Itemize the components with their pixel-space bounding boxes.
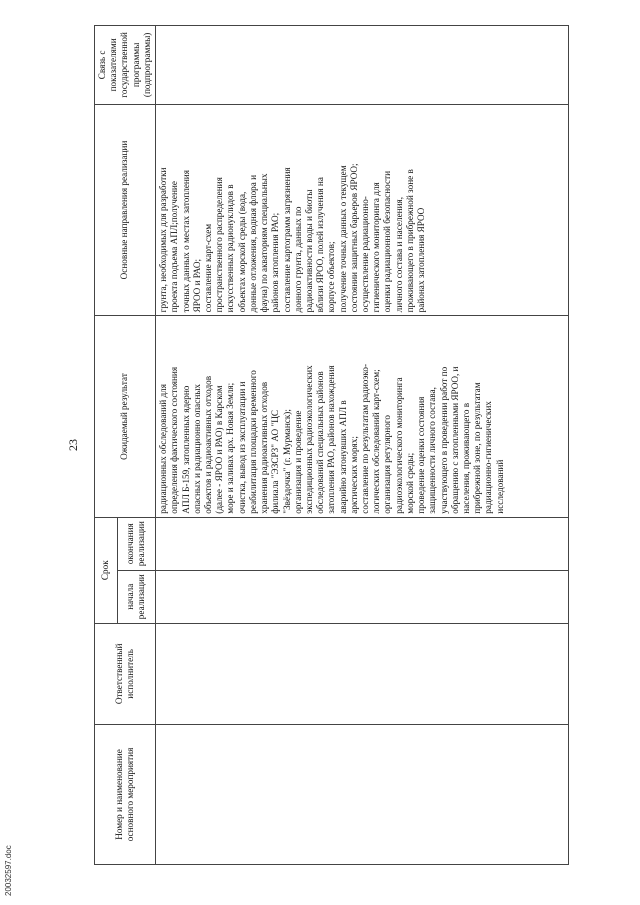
cell-program-link bbox=[156, 26, 569, 105]
cell-executor bbox=[156, 623, 569, 724]
header-measure-name: Номер и наименование основного мероприятия bbox=[95, 724, 156, 864]
cell-main-directions: грунта, необходимых для разработки проекта подъема АПЛ;получение точных данных о местах затопления ЯРОО и РАО; составление карт-схем пространственного распределения искусственных радионуклидов в объектах морской среды (вода, донные отложения, водная флора и фауна) по акваториям специальных районов затопления РАО; составление картограмм загрязнения донного грунта, данных по радиоактивности воды и биоты вблизи ЯРОО, полей излучения на корпусе объектов; получение точных данных о текущем состоянии защитных барьеров ЯРОО; осуществление радиационно- гигиенического мониторинга для оценки радиационной безопасности личного состава и населения, проживающего в прибрежной зоне в районах затопления ЯРОО bbox=[156, 104, 569, 316]
cell-expected-result: радиационных обследований для определения фактического состояния АПЛ Б-159, затопленных ядерно опасных и радиационно опасных объектов и радиоактивных отходов (далее - ЯРОО и РАО) в Карском море и заливах арх. Новая Земля; очистка, вывод из эксплуатации и реабилитация площадки временного хранения радиоактивных отходов филиала "ЭЗСРЗ" АО "ЦС "Звёздочка" (г. Мурманск); организация и проведение экспедиционных радиоэкологических обследований специальных районов затопления РАО, районов нахождения аварийно затонувших АПЛ в арктических морях; составление по результатам радиоэко- логических обследований карт-схем; организация регулярного радиоэкологического мониторинга морской среды; проведение оценки состояния защищенности личного состава, участвующего в проведении работ по обращению с затопленными ЯРОО, и населения, проживающего в прибрежной зоне, по результатам радиационно-гигиенических исследований bbox=[156, 316, 569, 517]
header-term: Срок bbox=[95, 517, 118, 623]
page-number: 23 bbox=[66, 439, 80, 451]
table-header-row bbox=[95, 26, 118, 865]
cell-term-start bbox=[156, 570, 569, 623]
footer-code: 20032597.doc bbox=[4, 845, 13, 896]
cell-term-end bbox=[156, 517, 569, 570]
cell-measure-name bbox=[156, 724, 569, 864]
header-term-end: окончания реализации bbox=[117, 517, 155, 570]
header-executor: Ответственный исполнитель bbox=[95, 623, 156, 724]
rotated-sheet bbox=[60, 25, 630, 865]
measures-table bbox=[94, 25, 569, 865]
header-expected-result: Ожидаемый результат bbox=[95, 316, 156, 517]
header-program-link: Связь с показателями государственной программы (подпрограммы) bbox=[95, 26, 156, 105]
header-term-start: начала реализации bbox=[117, 570, 155, 623]
table-row bbox=[156, 26, 569, 865]
header-main-directions: Основные направления реализации bbox=[95, 104, 156, 316]
